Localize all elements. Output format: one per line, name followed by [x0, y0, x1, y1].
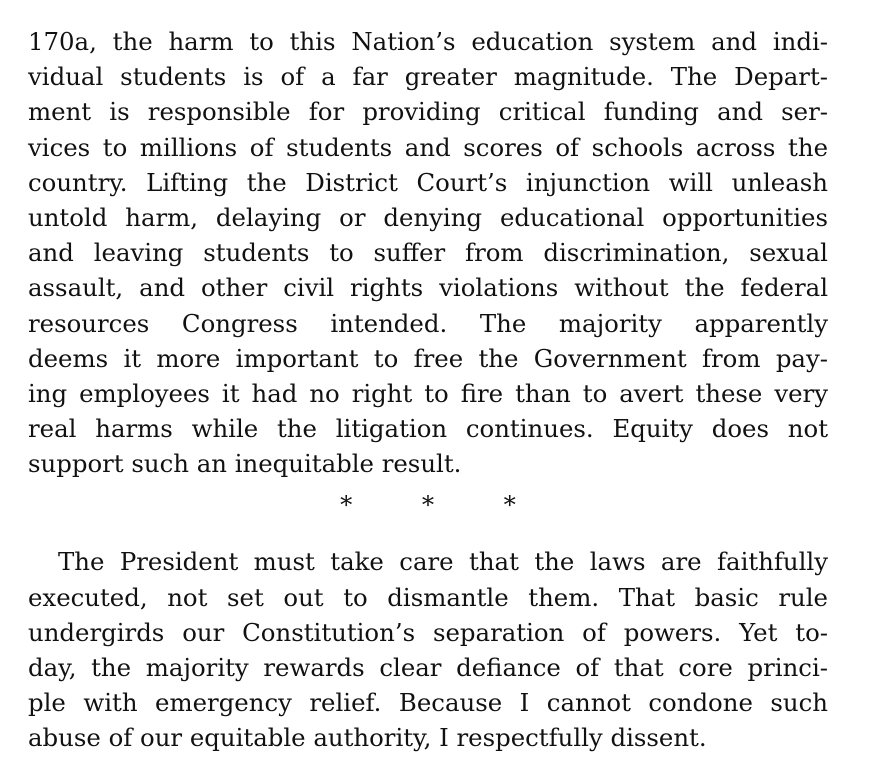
text-line: vidual students is of a far greater magnitude. The Depart- [28, 62, 828, 92]
text-line: day, the majority rewards clear defiance of that core princi- [28, 653, 828, 682]
text-line: ment is responsible for providing critical funding and ser- [28, 97, 828, 127]
text-line: abuse of our equitable authority, I respectfully dissent. [28, 723, 707, 753]
text-line: ing employees it had no right to fire than to avert these very [28, 378, 828, 408]
text-line: resources Congress intended. The majority apparently [28, 308, 828, 338]
text-line: real harms while the litigation continues. Equity does not [28, 414, 828, 444]
paragraph-conclusion [28, 544, 828, 755]
text-line: and leaving students to suffer from discrimination, sexual [28, 238, 828, 268]
separator-star: * [503, 490, 516, 520]
text-line: The President must take care that the laws are faithfully [58, 547, 828, 577]
separator-star: * [421, 490, 435, 520]
text-line: executed, not set out to dismantle them. That basic rule [28, 582, 828, 612]
text-line: support such an inequitable result. [28, 449, 462, 479]
text-line: country. Lifting the District Court’s injunction will unleash [28, 167, 828, 197]
section-separator-stars [28, 481, 828, 528]
text-line: 170a, the harm to this Nation’s education system and indi- [28, 27, 828, 56]
text-line: deems it more important to free the Government from pay- [28, 343, 828, 373]
text-line: vices to millions of students and scores of schools across the [28, 132, 828, 162]
text-line: ple with emergency relief. Because I cannot condone such [28, 688, 828, 718]
text-line: undergirds our Constitution’s separation of powers. Yet to- [28, 617, 828, 647]
separator-star: * [340, 490, 353, 520]
paragraph-spacer [28, 528, 828, 544]
opinion-text-page [28, 24, 828, 756]
text-line: assault, and other civil rights violations without the federal [28, 273, 828, 303]
paragraph-harm-to-education [28, 24, 828, 481]
text-line: untold harm, delaying or denying educational opportunities [28, 202, 828, 232]
